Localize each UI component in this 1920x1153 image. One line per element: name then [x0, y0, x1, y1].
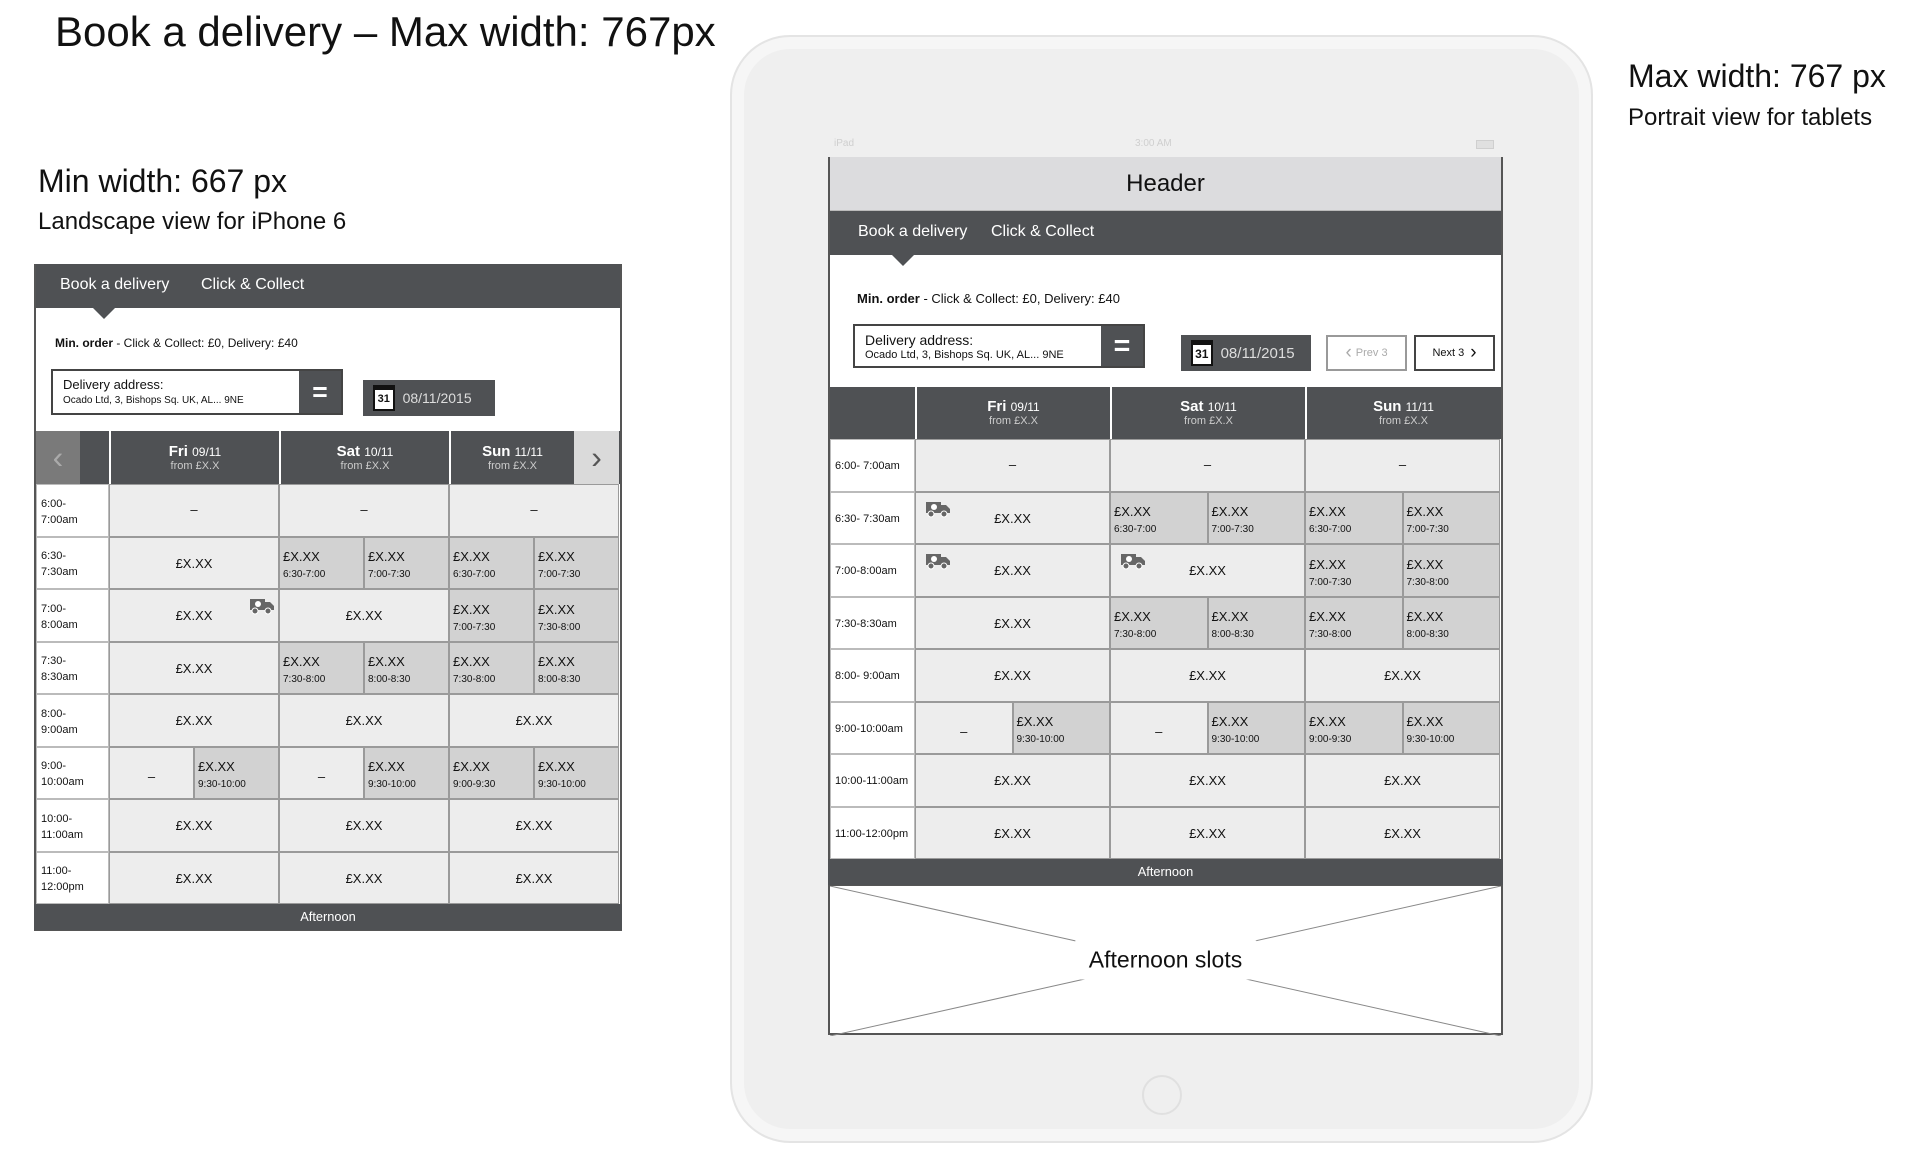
slot-time: 9:30-10:00 — [368, 779, 416, 790]
slot-price: £X.XX — [538, 654, 575, 670]
afternoon-slots-label: Afternoon slots — [1075, 940, 1256, 979]
dash-text: – — [960, 723, 968, 739]
slot-price: £X.XX — [453, 549, 490, 565]
time-cell — [36, 537, 109, 590]
slot-time: 7:00-7:30 — [1211, 524, 1254, 535]
delivery-slot[interactable] — [279, 852, 449, 905]
slot-price: £X.XX — [175, 870, 213, 886]
delivery-slot[interactable] — [279, 694, 449, 747]
delivery-slot[interactable] — [915, 754, 1110, 807]
slot-price: £X.XX — [1114, 504, 1151, 520]
slot-time: 7:00-7:30 — [1309, 576, 1352, 588]
delivery-address-label: Delivery address: — [865, 332, 974, 348]
day-date: 10/11 — [364, 444, 394, 459]
afternoon-bar[interactable]: Afternoon — [34, 904, 622, 930]
dash-text: – — [147, 768, 156, 784]
slot-price: £X.XX — [538, 759, 575, 775]
time-label: 7:00-8:00am — [835, 565, 897, 578]
slot-price: £X.XX — [515, 713, 553, 729]
slot-time: 9:30-10:00 — [538, 779, 586, 790]
slot-unavailable — [449, 484, 619, 537]
delivery-address-field[interactable] — [51, 369, 343, 415]
half-hour-slot[interactable] — [364, 642, 449, 695]
slot-price: £X.XX — [283, 654, 320, 670]
half-hour-slot[interactable] — [1305, 544, 1403, 597]
time-label: 6:30- 7:30am — [835, 512, 900, 525]
slot-price: £X.XX — [1189, 563, 1226, 579]
slot-price: £X.XX — [994, 615, 1031, 631]
slot-price: £X.XX — [994, 563, 1031, 579]
half-hour-slot[interactable] — [534, 537, 619, 590]
delivery-address-value: Ocado Ltd, 3, Bishops Sq. UK, AL... 9NE — [63, 395, 244, 406]
slot-time: 7:30-8:00 — [1406, 576, 1449, 588]
slot-price: £X.XX — [1406, 609, 1444, 625]
half-hour-slot[interactable] — [364, 747, 449, 800]
slot-time: 7:30-8:00 — [453, 674, 496, 685]
time-label: 7:30-8:30am — [835, 617, 897, 630]
slot-price: £X.XX — [368, 759, 405, 775]
half-hour-slot[interactable] — [1305, 492, 1403, 545]
dash-text: – — [1155, 723, 1163, 739]
delivery-slot[interactable] — [1110, 754, 1305, 807]
half-hour-slot[interactable] — [1110, 492, 1208, 545]
left-label-sub: Landscape view for iPhone 6 — [38, 208, 347, 235]
tab-click-and-collect[interactable]: Click & Collect — [201, 276, 305, 294]
day-from-price: from £X.X — [989, 415, 1038, 428]
time-label: 7:30- 8:30am — [41, 655, 78, 684]
time-label: 11:00- 12:00pm — [41, 865, 84, 894]
tablet-header — [830, 157, 1501, 211]
slot-unavailable — [1110, 702, 1208, 755]
dash-text: – — [1008, 457, 1017, 473]
half-hour-slot[interactable] — [1403, 544, 1501, 597]
slot-price: £X.XX — [1211, 714, 1249, 730]
half-hour-slot[interactable] — [449, 537, 534, 590]
date-picker[interactable] — [363, 380, 495, 416]
min-order-label: Min. order — [857, 291, 920, 306]
slot-price: £X.XX — [345, 608, 383, 624]
tab-book-a-delivery[interactable]: Book a delivery — [858, 223, 968, 241]
time-cell — [36, 484, 109, 537]
delivery-slot[interactable] — [109, 799, 279, 852]
time-cell — [36, 747, 109, 800]
delivery-slot[interactable] — [449, 852, 619, 905]
time-cell — [830, 807, 915, 860]
tablet-status-time: 3:00 AM — [1135, 138, 1172, 149]
time-label: 10:00-11:00am — [835, 775, 909, 788]
slot-price: £X.XX — [1016, 714, 1054, 730]
tablet-status-left: iPad — [834, 138, 855, 149]
time-cell — [36, 852, 109, 905]
min-order-label: Min. order — [55, 336, 114, 350]
dash-text: – — [360, 502, 368, 518]
nav-bar — [36, 264, 620, 308]
prev-3-label: Prev 3 — [1355, 347, 1388, 359]
day-header-sun[interactable] — [449, 431, 574, 484]
delivery-address-value: Ocado Ltd, 3, Bishops Sq. UK, AL... 9NE — [865, 349, 1064, 361]
delivery-slot[interactable] — [1110, 807, 1305, 860]
slot-time: 7:00-7:30 — [1406, 524, 1449, 535]
slot-time: 6:30-7:00 — [1309, 524, 1352, 535]
day-date: 11/11 — [514, 444, 543, 459]
slot-time: 7:00-7:30 — [453, 621, 496, 633]
nav-bar — [830, 211, 1501, 255]
tab-book-a-delivery[interactable]: Book a delivery — [60, 276, 170, 294]
slot-price: £X.XX — [994, 773, 1031, 789]
time-label: 7:00- 8:00am — [41, 602, 78, 631]
delivery-van-icon — [924, 499, 952, 519]
day-header-fri[interactable] — [109, 431, 279, 484]
slot-time: 9:30-10:00 — [1406, 734, 1455, 745]
slot-time: 9:00-9:30 — [1309, 734, 1352, 745]
slot-price: £X.XX — [1384, 668, 1421, 684]
slot-price: £X.XX — [538, 601, 575, 617]
day-from-price: from £X.X — [340, 459, 390, 472]
selected-date: 08/11/2015 — [1220, 344, 1295, 362]
day-date: 10/11 — [1207, 400, 1237, 415]
slot-price: £X.XX — [198, 759, 235, 775]
slot-time: 9:30-10:00 — [198, 779, 246, 790]
slot-price: £X.XX — [368, 549, 405, 565]
slot-price: £X.XX — [175, 608, 213, 624]
time-label: 6:00- 7:00am — [41, 497, 78, 526]
day-header-sat[interactable] — [1110, 387, 1305, 439]
slot-unavailable — [915, 702, 1013, 755]
delivery-slot[interactable] — [279, 589, 449, 642]
day-header-sun[interactable] — [1305, 387, 1500, 439]
day-name: Sun — [1373, 398, 1406, 416]
half-hour-slot[interactable] — [449, 747, 534, 800]
time-cell — [830, 702, 915, 755]
slot-unavailable — [915, 439, 1110, 492]
slot-time: 7:00-7:30 — [538, 569, 581, 580]
slot-price: £X.XX — [1189, 773, 1226, 789]
slot-price: £X.XX — [453, 654, 490, 670]
next-3-button[interactable] — [1414, 335, 1495, 371]
slot-price: £X.XX — [175, 818, 213, 834]
half-hour-slot[interactable] — [449, 642, 534, 695]
dash-text: – — [1203, 457, 1212, 473]
phone-wireframe — [34, 264, 622, 931]
day-date: 09/11 — [192, 444, 222, 459]
dash-text: – — [317, 768, 326, 784]
slot-price: £X.XX — [175, 555, 213, 571]
slot-time: 6:30-7:00 — [283, 569, 326, 580]
slot-time: 8:00-8:30 — [368, 674, 411, 685]
slot-time: 8:00-8:30 — [1406, 629, 1449, 640]
afternoon-bar[interactable]: Afternoon — [828, 859, 1503, 885]
time-cell — [830, 649, 915, 702]
slot-price: £X.XX — [1309, 609, 1346, 625]
address-menu-button[interactable]: = — [299, 371, 341, 413]
delivery-slot[interactable] — [915, 492, 1110, 545]
slot-time: 7:00-7:30 — [368, 569, 411, 580]
half-hour-slot[interactable] — [534, 589, 619, 642]
right-label-title: Max width: 767 px — [1628, 58, 1886, 94]
time-label: 8:00- 9:00am — [41, 707, 78, 736]
half-hour-slot[interactable] — [534, 747, 619, 800]
dash-text: – — [530, 502, 538, 518]
half-hour-slot[interactable] — [449, 589, 534, 642]
day-from-price: from £X.X — [1379, 415, 1428, 428]
slot-price: £X.XX — [1406, 504, 1444, 520]
min-order-details: - Click & Collect: £0, Delivery: £40 — [113, 336, 298, 350]
day-from-price: from £X.X — [170, 459, 220, 472]
slot-unavailable — [279, 747, 364, 800]
delivery-slot[interactable] — [1110, 544, 1305, 597]
slot-unavailable — [109, 747, 194, 800]
slot-time: 6:30-7:00 — [1114, 524, 1157, 535]
day-name: Sat — [336, 442, 365, 460]
afternoon-slots-placeholder — [830, 885, 1501, 1035]
delivery-slot[interactable] — [279, 799, 449, 852]
min-order-details: - Click & Collect: £0, Delivery: £40 — [919, 291, 1120, 306]
time-label: 11:00-12:00pm — [835, 827, 909, 840]
delivery-slot[interactable] — [1110, 649, 1305, 702]
time-label: 8:00- 9:00am — [835, 670, 900, 683]
slot-time: 8:00-8:30 — [538, 674, 581, 685]
day-name: Sat — [1180, 398, 1208, 416]
slot-price: £X.XX — [345, 870, 383, 886]
min-order-text — [55, 336, 298, 350]
battery-icon — [1476, 140, 1494, 149]
slot-price: £X.XX — [175, 713, 213, 729]
min-order-text — [857, 291, 1120, 306]
slot-price: £X.XX — [994, 825, 1031, 841]
half-hour-slot[interactable] — [534, 642, 619, 695]
page-title: Book a delivery – Max width: 767px — [55, 8, 716, 55]
chevron-left-icon[interactable]: ‹ — [36, 431, 80, 484]
half-hour-slot[interactable] — [1403, 702, 1501, 755]
delivery-slot[interactable] — [109, 694, 279, 747]
calendar-icon: 31 — [373, 385, 395, 410]
half-hour-slot[interactable] — [1305, 597, 1403, 650]
delivery-slot[interactable] — [109, 642, 279, 695]
slot-price: £X.XX — [1406, 714, 1444, 730]
left-label-title: Min width: 667 px — [38, 163, 288, 199]
time-cell — [830, 439, 915, 492]
time-label: 6:00- 7:00am — [835, 460, 900, 473]
slot-price: £X.XX — [345, 818, 383, 834]
slot-price: £X.XX — [1309, 504, 1346, 520]
half-hour-slot[interactable] — [1208, 492, 1306, 545]
slot-unavailable — [1110, 439, 1305, 492]
tablet-wireframe — [828, 157, 1503, 1035]
half-hour-slot[interactable] — [1110, 597, 1208, 650]
day-date: 11/11 — [1405, 400, 1434, 415]
delivery-slot[interactable] — [449, 694, 619, 747]
day-header-fri[interactable] — [915, 387, 1110, 439]
slot-time: 6:30-7:00 — [453, 569, 496, 580]
dash-text: – — [190, 502, 198, 518]
time-label: 6:30- 7:30am — [41, 550, 78, 579]
delivery-slot[interactable] — [915, 597, 1110, 650]
slot-unavailable — [1305, 439, 1500, 492]
time-cell — [36, 694, 109, 747]
slot-price: £X.XX — [1189, 825, 1226, 841]
slot-time: 7:30-8:00 — [538, 621, 581, 633]
slot-price: £X.XX — [1211, 609, 1249, 625]
time-cell — [830, 544, 915, 597]
prev-3-button[interactable] — [1326, 335, 1407, 371]
tab-click-and-collect[interactable]: Click & Collect — [991, 223, 1095, 241]
time-label: 10:00- 11:00am — [41, 812, 83, 841]
slot-time: 8:00-8:30 — [1211, 629, 1254, 640]
delivery-slot[interactable] — [915, 649, 1110, 702]
tablet-header-text: Header — [1126, 169, 1205, 197]
time-cell — [830, 754, 915, 807]
slot-price: £X.XX — [1189, 668, 1226, 684]
slot-time: 7:30-8:00 — [1114, 629, 1157, 640]
time-cell — [36, 799, 109, 852]
half-hour-slot[interactable] — [364, 537, 449, 590]
time-cell — [36, 589, 109, 642]
calendar-icon: 31 — [1191, 340, 1213, 365]
slot-time: 9:00-9:30 — [453, 779, 496, 790]
slot-price: £X.XX — [994, 510, 1031, 526]
slot-price: £X.XX — [1114, 609, 1151, 625]
delivery-slot[interactable] — [1305, 807, 1500, 860]
delivery-van-icon — [248, 596, 276, 616]
slot-price: £X.XX — [994, 668, 1031, 684]
slot-price: £X.XX — [345, 713, 383, 729]
slot-price: £X.XX — [453, 601, 490, 617]
half-hour-slot[interactable] — [194, 747, 279, 800]
day-date: 09/11 — [1010, 400, 1040, 415]
slot-unavailable — [279, 484, 449, 537]
tablet-home-button[interactable] — [1142, 1075, 1182, 1115]
delivery-slot[interactable] — [1305, 649, 1500, 702]
date-picker[interactable] — [1181, 335, 1311, 371]
delivery-address-label: Delivery address: — [63, 377, 164, 392]
selected-date: 08/11/2015 — [402, 390, 472, 406]
day-from-price: from £X.X — [488, 459, 537, 472]
delivery-slot[interactable] — [109, 852, 279, 905]
half-hour-slot[interactable] — [1208, 597, 1306, 650]
right-label-sub: Portrait view for tablets — [1628, 104, 1873, 131]
time-label: 9:00- 10:00am — [41, 760, 84, 789]
day-name: Fri — [987, 398, 1011, 416]
slot-price: £X.XX — [1384, 773, 1421, 789]
delivery-van-icon — [924, 551, 952, 571]
delivery-slot[interactable] — [109, 537, 279, 590]
slot-price: £X.XX — [1211, 504, 1249, 520]
delivery-van-icon — [1119, 551, 1147, 571]
slot-price: £X.XX — [538, 549, 575, 565]
slot-price: £X.XX — [453, 759, 490, 775]
day-name: Sun — [482, 442, 515, 460]
active-tab-indicator — [93, 308, 115, 319]
half-hour-slot[interactable] — [1305, 702, 1403, 755]
slot-unavailable — [109, 484, 279, 537]
time-cell — [36, 642, 109, 695]
slot-price: £X.XX — [515, 818, 553, 834]
time-cell — [830, 492, 915, 545]
delivery-slot[interactable] — [1305, 754, 1500, 807]
active-tab-indicator — [892, 255, 914, 266]
day-from-price: from £X.X — [1184, 415, 1233, 428]
address-menu-button[interactable]: = — [1101, 326, 1143, 366]
slot-price: £X.XX — [1309, 556, 1346, 572]
delivery-slot[interactable] — [109, 589, 279, 642]
time-label: 9:00-10:00am — [835, 722, 903, 735]
slot-time: 9:30-10:00 — [1016, 734, 1065, 745]
half-hour-slot[interactable] — [279, 537, 364, 590]
chevron-right-icon[interactable]: › — [574, 431, 619, 484]
half-hour-slot[interactable] — [279, 642, 364, 695]
dash-text: – — [1398, 457, 1407, 473]
delivery-slot[interactable] — [449, 799, 619, 852]
time-cell — [830, 597, 915, 650]
delivery-slot[interactable] — [915, 807, 1110, 860]
slot-price: £X.XX — [175, 660, 213, 676]
slot-price: £X.XX — [515, 870, 553, 886]
half-hour-slot[interactable] — [1013, 702, 1111, 755]
slot-price: £X.XX — [283, 549, 320, 565]
next-3-label: Next 3 — [1432, 347, 1465, 359]
slot-time: 9:30-10:00 — [1211, 734, 1260, 745]
chevron-right-icon: › — [1470, 342, 1477, 363]
slot-price: £X.XX — [368, 654, 405, 670]
slot-time: 7:30-8:00 — [283, 674, 326, 685]
slot-time: 7:30-8:00 — [1309, 629, 1352, 640]
day-header-sat[interactable] — [279, 431, 449, 484]
chevron-left-icon: ‹ — [1345, 342, 1352, 363]
slot-price: £X.XX — [1384, 825, 1421, 841]
day-name: Fri — [168, 442, 193, 460]
slot-price: £X.XX — [1406, 556, 1444, 572]
half-hour-slot[interactable] — [1403, 597, 1501, 650]
delivery-address-field[interactable] — [853, 324, 1145, 368]
half-hour-slot[interactable] — [1403, 492, 1501, 545]
half-hour-slot[interactable] — [1208, 702, 1306, 755]
delivery-slot[interactable] — [915, 544, 1110, 597]
slot-price: £X.XX — [1309, 714, 1346, 730]
